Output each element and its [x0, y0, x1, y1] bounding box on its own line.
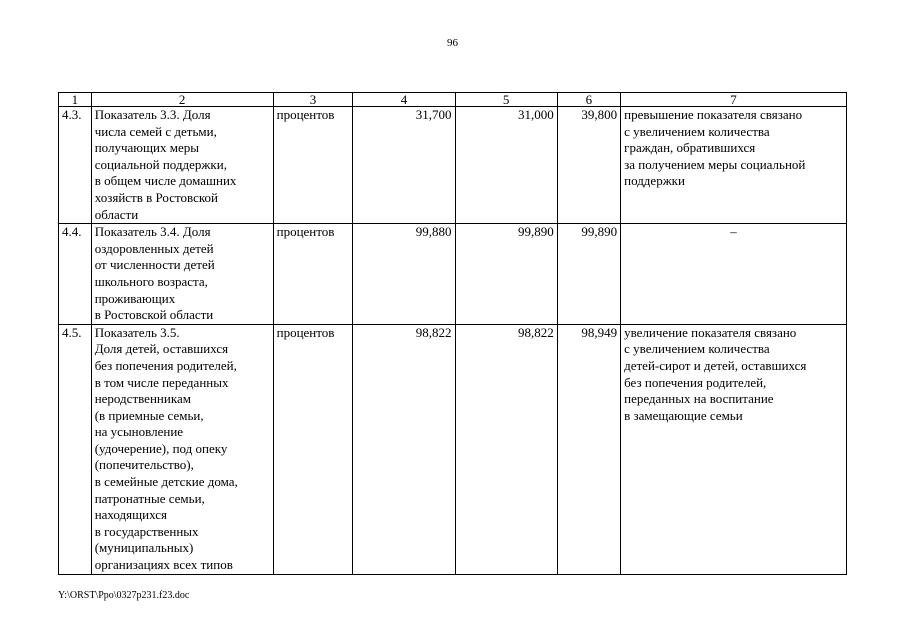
indicator-table: [58, 92, 847, 575]
table-row: [59, 224, 847, 325]
value-col6: 39,800: [557, 107, 620, 224]
table-row: [59, 107, 847, 224]
page-number: 96: [447, 37, 458, 49]
indicator-name: Показатель 3.5. Доля детей, оставшихся без попечения родителей, в том числе переданных неродственникам (в приемные семьи, на усыновление (удочерение), под опеку (попечительство), в семейные детские дома, патронатные семьи, находящихся в государственных (муниципальных) организациях всех типов: [91, 324, 273, 574]
file-path-footer: Y:\ORST\Ppo\0327p231.f23.doc: [58, 590, 190, 601]
column-header: 6: [557, 93, 620, 107]
row-number: 4.4.: [59, 224, 92, 325]
column-header: 3: [273, 93, 353, 107]
row-number: 4.3.: [59, 107, 92, 224]
value-col6: 98,949: [557, 324, 620, 574]
note-cell: превышение показателя связано с увеличением количества граждан, обратившихся за получением меры социальной поддержки: [621, 107, 847, 224]
row-number: 4.5.: [59, 324, 92, 574]
value-col4: 98,822: [353, 324, 455, 574]
note-cell: –: [621, 224, 847, 325]
value-col5: 31,000: [455, 107, 557, 224]
column-header: 7: [621, 93, 847, 107]
value-col5: 98,822: [455, 324, 557, 574]
value-col4: 31,700: [353, 107, 455, 224]
table-header-row: [59, 93, 847, 107]
column-header: 4: [353, 93, 455, 107]
unit-cell: процентов: [273, 107, 353, 224]
indicator-name: Показатель 3.3. Доля числа семей с детьми, получающих меры социальной поддержки, в общем числе домашних хозяйств в Ростовской области: [91, 107, 273, 224]
column-header: 2: [91, 93, 273, 107]
value-col4: 99,880: [353, 224, 455, 325]
table-row: [59, 324, 847, 574]
unit-cell: процентов: [273, 224, 353, 325]
note-cell: увеличение показателя связано с увеличением количества детей-сирот и детей, оставшихся без попечения родителей, переданных на воспитание в замещающие семьи: [621, 324, 847, 574]
value-col5: 99,890: [455, 224, 557, 325]
unit-cell: процентов: [273, 324, 353, 574]
column-header: 5: [455, 93, 557, 107]
indicator-name: Показатель 3.4. Доля оздоровленных детей от численности детей школьного возраста, проживающих в Ростовской области: [91, 224, 273, 325]
value-col6: 99,890: [557, 224, 620, 325]
column-header: 1: [59, 93, 92, 107]
